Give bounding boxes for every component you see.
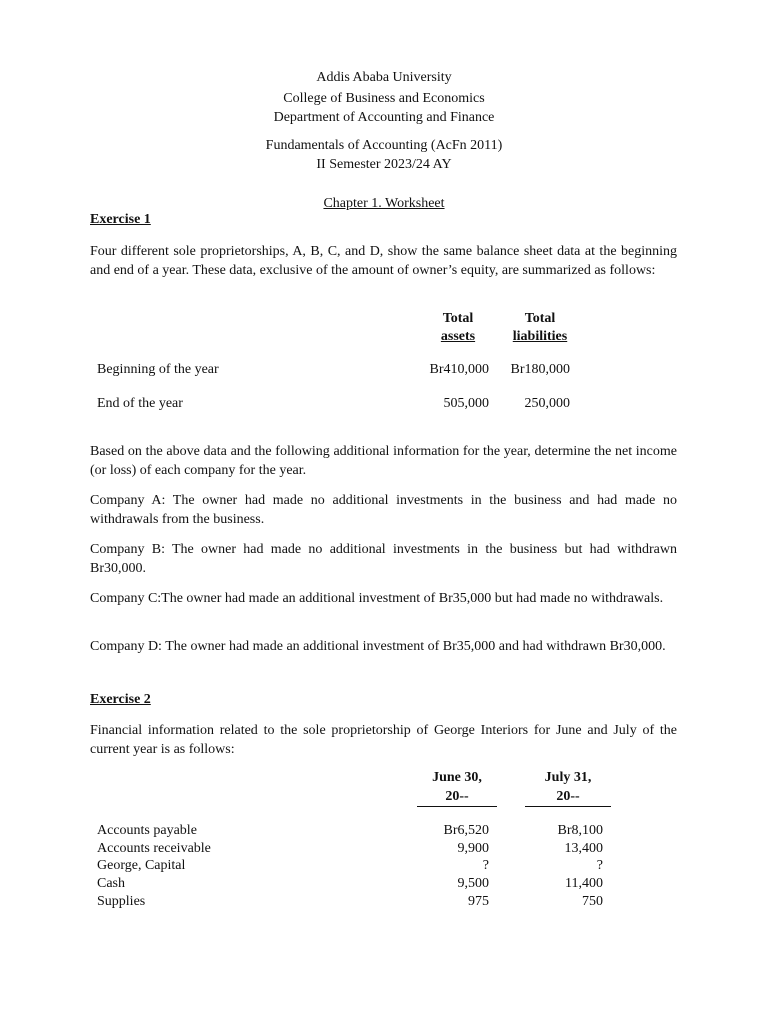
ex2-row-label: Accounts receivable: [97, 841, 211, 856]
ex2-row-june: 9,500: [457, 876, 489, 891]
exercise1-instruction: Based on the above data and the following additional information for the year, determine the net income (or loss) of each company for the year.: [90, 444, 677, 478]
chapter-title: Chapter 1. Worksheet: [323, 196, 445, 211]
ex2-col-june-line2: 20--: [445, 789, 469, 804]
ex1-row-liabilities: Br180,000: [510, 362, 570, 377]
ex2-row-label: Supplies: [97, 894, 146, 909]
ex1-row-liabilities: 250,000: [524, 396, 570, 411]
company-b-info: Company B: The owner had made no additional investments in the business but had withdrawn Br30,000.: [90, 542, 677, 576]
ex2-july-underline: [525, 806, 611, 807]
ex1-row-label: Beginning of the year: [97, 362, 219, 377]
ex1-col-liabilities-line1: Total: [524, 311, 556, 326]
ex2-row-june: ?: [482, 858, 489, 873]
college-name: College of Business and Economics: [283, 91, 485, 106]
ex2-col-july-line2: 20--: [556, 789, 580, 804]
ex2-june-underline: [417, 806, 497, 807]
exercise2-title: Exercise 2: [90, 692, 151, 707]
university-name: Addis Ababa University: [316, 70, 452, 85]
ex1-col-liabilities-line2: liabilities: [512, 329, 568, 344]
ex2-row-label: Accounts payable: [97, 823, 197, 838]
ex1-col-assets-line2: assets: [440, 329, 476, 344]
exercise2-intro: Financial information related to the sole proprietorship of George Interiors for June and July of the current year is as follows:: [90, 723, 677, 757]
ex2-row-june: 975: [468, 894, 489, 909]
exercise1-intro: Four different sole proprietorships, A, B, C, and D, show the same balance sheet data at the beginning and end of a year. These data, exclusive of the amount of owner’s equity, are summarized as follows:: [90, 244, 677, 278]
ex1-row-assets: Br410,000: [429, 362, 489, 377]
ex1-row-label: End of the year: [97, 396, 183, 411]
semester-label: II Semester 2023/24 AY: [316, 157, 452, 172]
ex2-row-label: Cash: [97, 876, 125, 891]
ex2-row-july: 11,400: [565, 876, 603, 891]
exercise1-title: Exercise 1: [90, 212, 151, 227]
ex1-col-assets-line1: Total: [442, 311, 474, 326]
ex1-row-assets: 505,000: [443, 396, 489, 411]
ex2-col-july-line1: July 31,: [544, 770, 592, 785]
department-name: Department of Accounting and Finance: [273, 110, 495, 125]
ex2-row-label: George, Capital: [97, 858, 186, 873]
ex2-row-july: 750: [582, 894, 603, 909]
ex2-row-june: Br6,520: [443, 823, 489, 838]
ex2-row-july: ?: [596, 858, 603, 873]
company-d-info: Company D: The owner had made an additional investment of Br35,000 and had withdrawn Br30,000.: [90, 639, 666, 654]
ex2-col-june-line1: June 30,: [432, 770, 482, 785]
ex2-row-july: 13,400: [564, 841, 603, 856]
course-title: Fundamentals of Accounting (AcFn 2011): [265, 138, 503, 153]
company-a-info: Company A: The owner had made no additional investments in the business and had made no withdrawals from the business.: [90, 493, 677, 527]
company-c-info: Company C:The owner had made an additional investment of Br35,000 but had made no withdrawals.: [90, 591, 664, 606]
ex2-row-june: 9,900: [457, 841, 489, 856]
ex2-row-july: Br8,100: [557, 823, 603, 838]
